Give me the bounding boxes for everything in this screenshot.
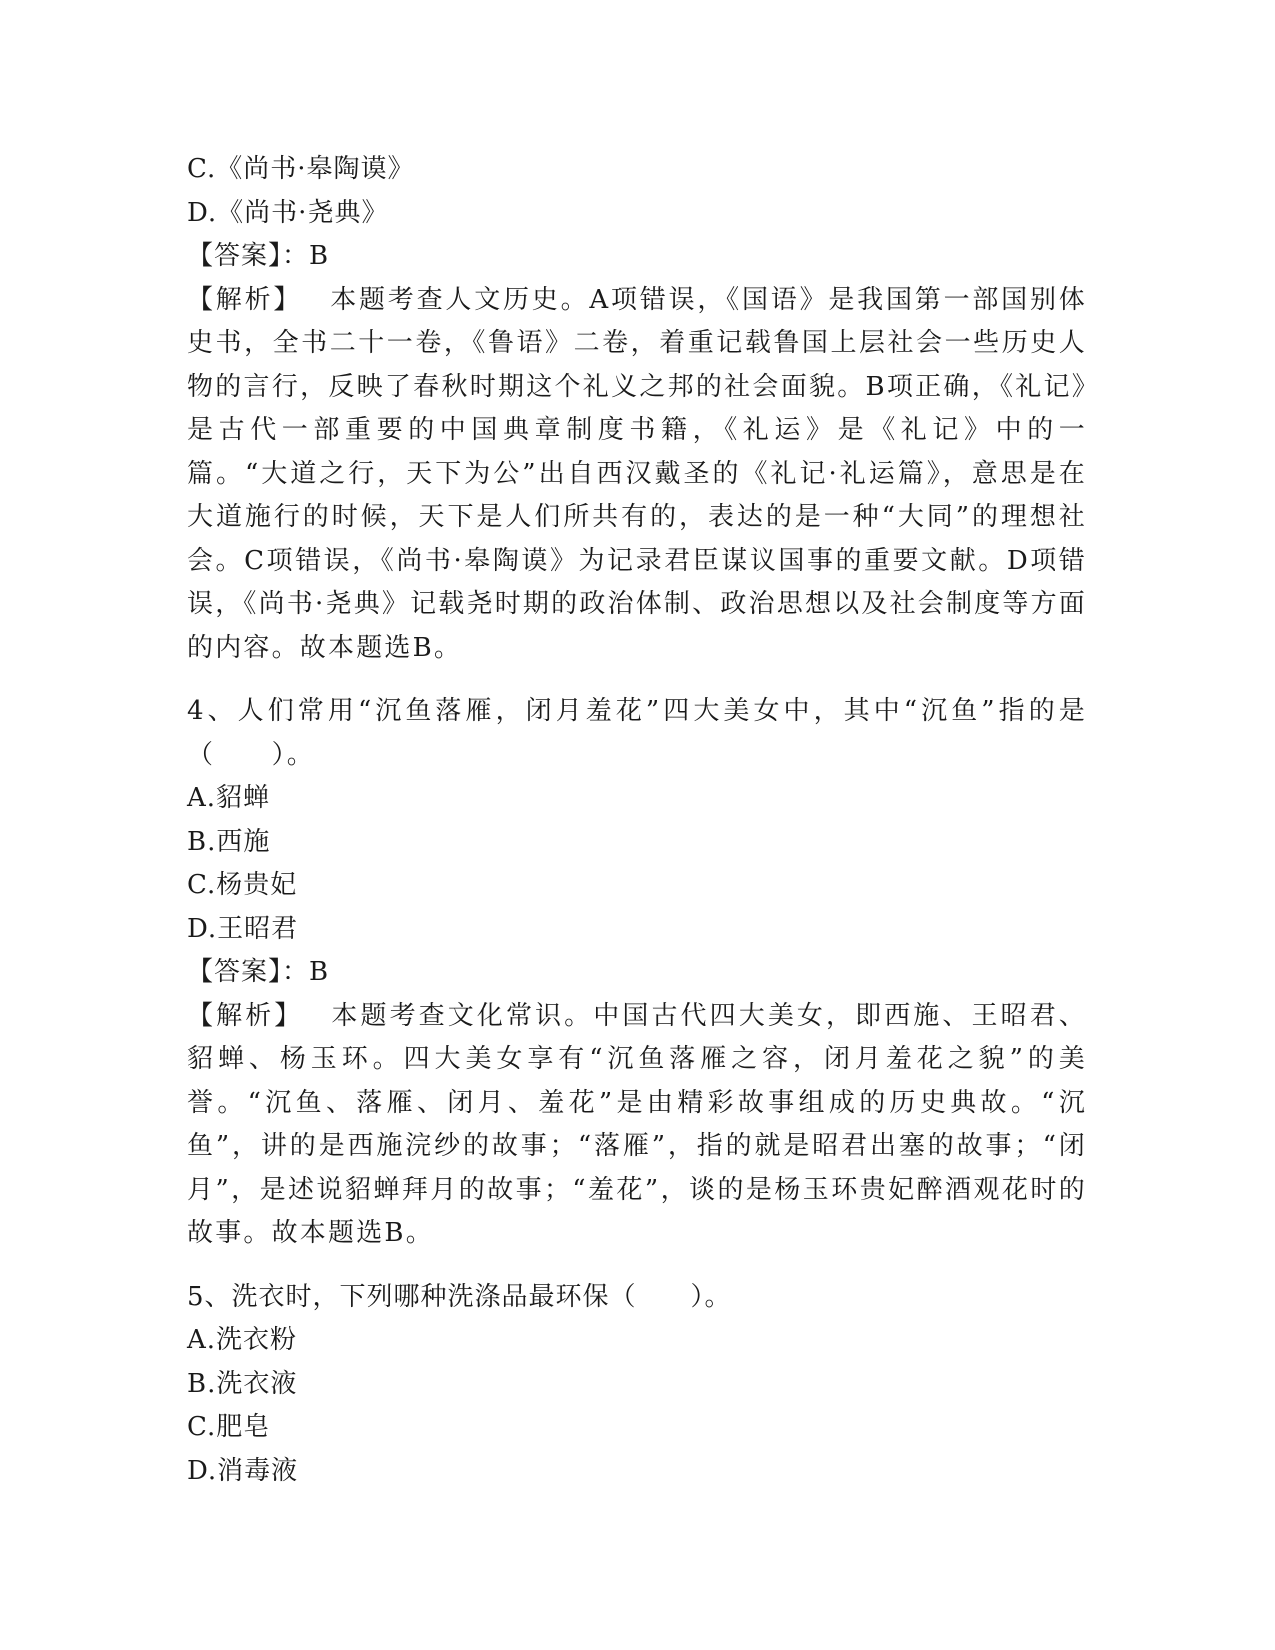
analysis-label: 【解析】 (187, 284, 303, 315)
document-page (187, 148, 1087, 1493)
q3-option-c: C.《尚书·皋陶谟》 (187, 154, 415, 184)
analysis-text: 本题考查文化常识。中国古代四大美女，即西施、王昭君、貂蝉、杨玉环。四大美女享有“沉鱼落雁之容，闭月羞花之貌”的美誉。“沉鱼、落雁、闭月、羞花”是由精彩故事组成的历史典故。“沉鱼”，讲的是西施浣纱的故事；“落雁”，指的就是昭君出塞的故事；“闭月”，是述说貂蝉拜月的故事；“羞花”，谈的是杨玉环贵妃醉酒观花时的故事。故本题选B。 (187, 1000, 1087, 1248)
q5-option-c: C.肥皂 (187, 1412, 271, 1442)
q5-option-d: D.消毒液 (187, 1455, 299, 1486)
q3-option-d: D.《尚书·尧典》 (187, 197, 389, 228)
q4-option-a: A.貂蝉 (187, 783, 271, 813)
q5-option-a: A.洗衣粉 (187, 1325, 298, 1355)
answer-label: 【答案】： (187, 957, 310, 987)
q3-answer (187, 235, 1087, 279)
analysis-text: 本题考查人文历史。A项错误，《国语》是我国第一部国别体史书，全书二十一卷，《鲁语》二卷，着重记载鲁国上层社会一些历史人物的言行，反映了春秋时期这个礼义之邦的社会面貌。B项正确，《礼记》是古代一部重要的中国典章制度书籍，《礼运》是《礼记》中的一篇。“大道之行，天下为公”出自西汉戴圣的《礼记·礼运篇》，意思是在大道施行的时候，天下是人们所共有的，表达的是一种“大同”的理想社会。C项错误，《尚书·皋陶谟》为记录君臣谋议国事的重要文献。D项错误，《尚书·尧典》记载尧时期的政治体制、政治思想以及社会制度等方面的内容。故本题选B。 (187, 284, 1087, 663)
analysis-label: 【解析】 (187, 1000, 304, 1031)
q4-stem: 4、人们常用“沉鱼落雁，闭月羞花”四大美女中，其中“沉鱼”指的是（ ）。 (187, 696, 1087, 770)
question-4-block (187, 690, 1087, 1256)
q5-stem: 5、洗衣时，下列哪种洗涤品最环保（ ）。 (187, 1281, 732, 1312)
answer-value: B (309, 241, 330, 271)
answer-label: 【答案】： (187, 241, 310, 271)
q4-analysis (187, 995, 1087, 1256)
q4-option-c: C.杨贵妃 (187, 870, 298, 900)
q4-option-b: B.西施 (187, 826, 271, 857)
q4-answer (187, 951, 1087, 995)
answer-value: B (309, 957, 330, 987)
question-5-block (187, 1276, 1087, 1494)
q3-analysis (187, 279, 1087, 671)
q4-option-d: D.王昭君 (187, 913, 299, 944)
q5-option-b: B.洗衣液 (187, 1368, 298, 1399)
question-3-block (187, 148, 1087, 670)
